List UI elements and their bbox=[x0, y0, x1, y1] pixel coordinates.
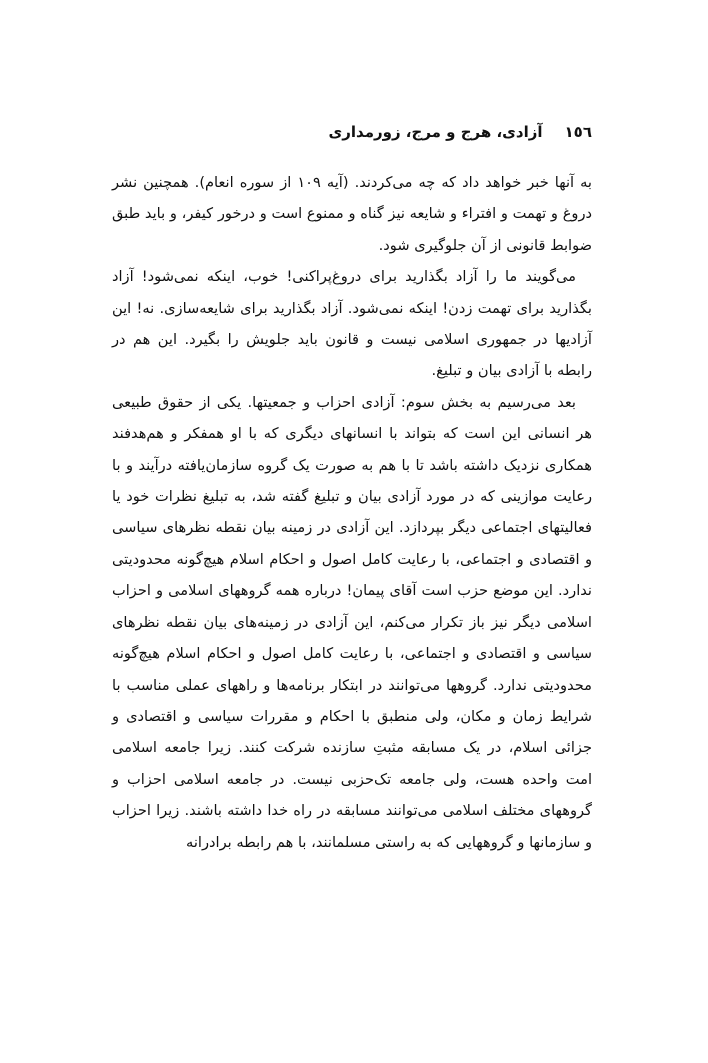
page-number: ١٥٦ bbox=[564, 123, 592, 141]
paragraph: می‌گویند ما را آزاد بگذارید برای دروغ‌پراکنی! خوب، اینکه نمی‌شود! آزاد بگذارید برای تهمت زدن! اینکه نمی‌شود. آزاد بگذارید برای شایعه‌سازی. نه! این آزادیها در جمهوری اسلامی نیست و قانون باید جلویش را بگیرد. این هم در رابطه با آزادی بیان و تبلیغ. bbox=[112, 268, 592, 380]
chapter-title: آزادی، هرج و مرج، زورمداری bbox=[328, 123, 543, 141]
running-header bbox=[112, 118, 592, 146]
paragraph: به آنها خبر خواهد داد که چه می‌کردند. (آیه ۱۰۹ از سوره انعام). همچنین نشر دروغ و تهمت و افتراء و شایعه نیز گناه و ممنوع است و درخور کیفر، و باید طبق ضوابط قانونی از آن جلوگیری شود. bbox=[112, 174, 592, 254]
body-text bbox=[112, 167, 592, 858]
paragraph: بعد می‌رسیم به بخش سوم: آزادی احزاب و جمعیتها. یکی از حقوق طبیعی هر انسانی این است که بتواند با انسانهای دیگری که با او همفکر و هم‌هدفند همکاری نزدیک داشته باشد تا با هم به صورت یک گروه سازمان‌یافته درآیند و با رعایت موازینی که در مورد آزادی بیان و تبلیغ گفته شد، به تبلیغ نظرات خود یا فعالیتهای اجتماعی دیگر بپردازد. این آزادی در زمینه بیان نقطه نظرهای سیاسی و اقتصادی و اجتماعی، با رعایت کامل اصول و احکام اسلام هیچ‌گونه محدودیتی ندارد. این موضع حزب است آقای پیمان! درباره همه گروههای اسلامی و احزاب اسلامی دیگر نیز باز تکرار می‌کنم، این آزادی در زمینه‌های بیان نقطه نظرهای سیاسی و اقتصادی و اجتماعی، با رعایت کامل اصول و احکام اسلام هیچ‌گونه محدودیتی ندارد. گروهها می‌توانند در ابتکار برنامه‌ها و راههای عملی مناسب با شرایط زمان و مکان، ولی منطبق با احکام و مقررات سیاسی و اقتصادی و جزائی اسلام، در یک مسابقه مثبتِ سازنده شرکت کنند. زیرا جامعه اسلامی امت واحده هست، ولی جامعه تک‌حزبی نیست. در جامعه اسلامی احزاب و گروههای مختلف اسلامی می‌توانند مسابقه در راه خدا داشته باشند. زیرا احزاب و سازمانها و گروههایی که به راستی مسلمانند، با هم رابطه برادرانه bbox=[112, 393, 592, 851]
